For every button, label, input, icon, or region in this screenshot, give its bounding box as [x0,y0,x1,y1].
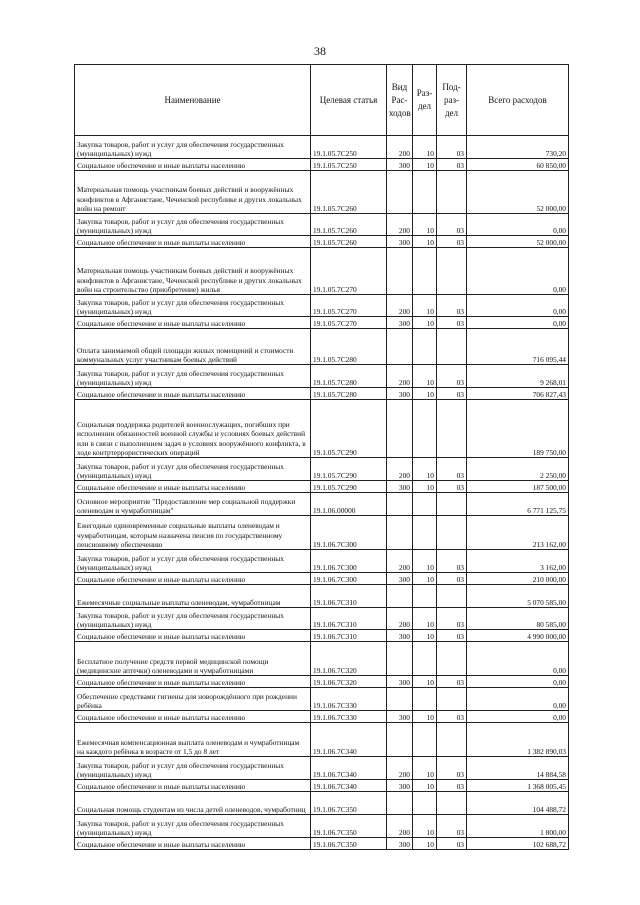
row-target-article: 19.1.06.7C350 [311,838,387,850]
row-total: 189 750,00 [467,400,569,458]
row-target-article: 19.1.06.7C310 [311,630,387,642]
row-total: 80 585,00 [467,608,569,630]
row-subsection [437,585,467,608]
row-name: Бесплатное получение средств первой медицинской помощи (медицинские аптечки) оленеводами и чумработницами [75,642,311,676]
table-row [75,214,569,236]
row-name: Социальное обеспечение и иные выплаты населению [75,481,311,493]
row-section: 10 [413,550,437,573]
row-name: Социальная поддержка родителей военнослужащих, погибших при исполнении обязанностей военной службы и условиях боевых действий или в связи с выполнением задач в условиях вооружённого конфликта, в ходе контртеррористических операций [75,400,311,458]
row-total: 210 000,00 [467,573,569,585]
row-name: Социальное обеспечение и иные выплаты населению [75,573,311,585]
row-section [413,792,437,815]
row-target-article: 19.1.06.7C320 [311,642,387,676]
row-name: Социальное обеспечение и иные выплаты населению [75,711,311,723]
row-name: Закупка товаров, работ и услуг для обеспечения государственных (муниципальных) нужд [75,815,311,838]
row-section: 10 [413,365,437,388]
row-section [413,400,437,458]
row-expense-type: 300 [387,838,413,850]
row-total: 3 162,00 [467,550,569,573]
row-section: 10 [413,711,437,723]
row-section: 10 [413,608,437,630]
table-row [75,236,569,248]
row-section [413,688,437,711]
table-row [75,248,569,295]
row-total: 706 827,43 [467,388,569,400]
row-total: 104 488,72 [467,792,569,815]
row-section: 10 [413,159,437,171]
table-row [75,329,569,365]
row-expense-type: 300 [387,388,413,400]
row-subsection: 03 [437,317,467,329]
row-total: 187 500,00 [467,481,569,493]
row-expense-type [387,688,413,711]
table-row [75,573,569,585]
table-row [75,642,569,676]
table-row [75,295,569,317]
row-subsection [437,723,467,757]
row-target-article: 19.1.06.7C310 [311,608,387,630]
table-row [75,757,569,780]
row-section [413,516,437,550]
row-target-article: 19.1.06.7C300 [311,550,387,573]
row-expense-type: 300 [387,711,413,723]
header-expense-type: Вид Рас- ходов [387,65,413,136]
row-target-article: 19.1.05.7C270 [311,295,387,317]
header-target-article: Целевая статья [311,65,387,136]
table-row [75,585,569,608]
row-expense-type [387,171,413,214]
table-row [75,608,569,630]
table-row [75,838,569,850]
row-target-article: 19.1.05.7C260 [311,214,387,236]
row-section: 10 [413,236,437,248]
row-section [413,642,437,676]
row-expense-type: 200 [387,458,413,481]
row-total: 1 368 005,45 [467,780,569,792]
table-row [75,688,569,711]
row-expense-type: 300 [387,573,413,585]
header-name: Наименование [75,65,311,136]
row-subsection: 03 [437,214,467,236]
row-subsection [437,642,467,676]
row-name: Закупка товаров, работ и услуг для обеспечения государственных (муниципальных) нужд [75,458,311,481]
row-target-article: 19.1.05.7C250 [311,136,387,159]
row-total: 0,00 [467,642,569,676]
row-subsection: 03 [437,815,467,838]
row-total: 5 070 585,00 [467,585,569,608]
row-section [413,723,437,757]
row-expense-type: 200 [387,608,413,630]
row-total: 0,00 [467,214,569,236]
row-section [413,248,437,295]
row-total: 9 268,01 [467,365,569,388]
row-section: 10 [413,780,437,792]
row-expense-type: 300 [387,481,413,493]
row-expense-type: 300 [387,780,413,792]
row-target-article: 19.1.06.7C350 [311,815,387,838]
row-subsection [437,688,467,711]
table-row [75,676,569,688]
table-row [75,388,569,400]
row-name: Социальное обеспечение и иные выплаты населению [75,838,311,850]
row-section [413,493,437,516]
row-expense-type: 300 [387,236,413,248]
row-total: 0,00 [467,295,569,317]
row-name: Закупка товаров, работ и услуг для обеспечения государственных (муниципальных) нужд [75,295,311,317]
row-subsection: 03 [437,711,467,723]
row-target-article: 19.1.06.7C340 [311,780,387,792]
row-section [413,585,437,608]
table-row [75,493,569,516]
row-subsection: 03 [437,159,467,171]
row-section: 10 [413,757,437,780]
page-number: 38 [314,44,326,58]
row-total: 6 771 125,75 [467,493,569,516]
row-subsection: 03 [437,630,467,642]
row-expense-type [387,248,413,295]
row-subsection: 03 [437,481,467,493]
row-target-article: 19.1.05.7C290 [311,458,387,481]
row-name: Социальное обеспечение и иные выплаты населению [75,159,311,171]
row-total: 14 884,58 [467,757,569,780]
row-expense-type: 300 [387,317,413,329]
row-target-article: 19.1.05.7C260 [311,171,387,214]
table-row [75,317,569,329]
row-total: 2 250,00 [467,458,569,481]
row-expense-type: 300 [387,676,413,688]
row-total: 730,20 [467,136,569,159]
row-target-article: 19.1.06.7C330 [311,711,387,723]
row-total: 0,00 [467,676,569,688]
row-total: 716 095,44 [467,329,569,365]
row-expense-type [387,723,413,757]
table-row [75,171,569,214]
row-target-article: 19.1.06.7C330 [311,688,387,711]
row-subsection [437,329,467,365]
row-section: 10 [413,573,437,585]
table-row [75,365,569,388]
row-expense-type [387,792,413,815]
row-name: Социальное обеспечение и иные выплаты населению [75,630,311,642]
row-subsection [437,516,467,550]
table-row [75,815,569,838]
row-target-article: 19.1.05.7C270 [311,248,387,295]
row-subsection: 03 [437,780,467,792]
table-row [75,550,569,573]
row-expense-type: 200 [387,295,413,317]
row-total: 0,00 [467,711,569,723]
table-row [75,723,569,757]
row-section: 10 [413,481,437,493]
row-name: Закупка товаров, работ и услуг для обеспечения государственных (муниципальных) нужд [75,608,311,630]
row-target-article: 19.1.06.7C300 [311,573,387,585]
row-expense-type: 200 [387,550,413,573]
row-expense-type: 200 [387,136,413,159]
row-name: Ежегодные единовременные социальные выплаты оленеводам и чумработницам, которым назначена пенсия по государственному пенсионному обеспечению [75,516,311,550]
row-subsection: 03 [437,676,467,688]
row-expense-type [387,493,413,516]
row-name: Закупка товаров, работ и услуг для обеспечения государственных (муниципальных) нужд [75,136,311,159]
row-name: Закупка товаров, работ и услуг для обеспечения государственных (муниципальных) нужд [75,214,311,236]
row-target-article: 19.1.06.7C320 [311,676,387,688]
row-subsection [437,171,467,214]
row-name: Социальная помощь студентам из числа детей оленеводов, чумработниц [75,792,311,815]
row-name: Закупка товаров, работ и услуг для обеспечения государственных (муниципальных) нужд [75,550,311,573]
row-section: 10 [413,388,437,400]
row-expense-type: 300 [387,630,413,642]
row-total: 0,00 [467,688,569,711]
row-target-article: 19.1.05.7C250 [311,159,387,171]
row-subsection: 03 [437,236,467,248]
header-subsection: Под- раз- дел [437,65,467,136]
table-row [75,159,569,171]
row-name: Социальное обеспечение и иные выплаты населению [75,676,311,688]
row-section [413,171,437,214]
row-expense-type: 300 [387,159,413,171]
row-subsection [437,248,467,295]
row-section: 10 [413,676,437,688]
row-subsection: 03 [437,838,467,850]
row-section: 10 [413,214,437,236]
row-total: 60 850,00 [467,159,569,171]
row-name: Социальное обеспечение и иные выплаты населению [75,388,311,400]
row-section: 10 [413,838,437,850]
table-row [75,481,569,493]
row-target-article: 19.1.05.7C270 [311,317,387,329]
row-name: Материальная помощь участникам боевых действий и вооружённых конфликтов в Афганистане, Чеченской республике и других локальных войн на ремонт [75,171,311,214]
row-subsection [437,493,467,516]
table-row [75,400,569,458]
row-expense-type: 200 [387,815,413,838]
row-expense-type [387,400,413,458]
row-expense-type [387,329,413,365]
row-name: Социальное обеспечение и иные выплаты населению [75,780,311,792]
header-section: Раз- дел [413,65,437,136]
row-total: 4 990 000,00 [467,630,569,642]
table-row [75,630,569,642]
row-subsection: 03 [437,550,467,573]
row-expense-type [387,642,413,676]
row-name: Закупка товаров, работ и услуг для обеспечения государственных (муниципальных) нужд [75,365,311,388]
table-row [75,458,569,481]
row-target-article: 19.1.05.7C280 [311,388,387,400]
table-row [75,780,569,792]
row-subsection: 03 [437,136,467,159]
row-section: 10 [413,630,437,642]
row-target-article: 19.1.05.7C290 [311,481,387,493]
table-body [75,136,569,850]
row-expense-type: 200 [387,757,413,780]
row-subsection: 03 [437,295,467,317]
row-subsection: 03 [437,388,467,400]
row-subsection: 03 [437,573,467,585]
row-total: 1 382 890,03 [467,723,569,757]
row-total: 1 800,00 [467,815,569,838]
row-target-article: 19.1.06.7C310 [311,585,387,608]
row-name: Закупка товаров, работ и услуг для обеспечения государственных (муниципальных) нужд [75,757,311,780]
row-name: Материальная помощь участникам боевых действий и вооружённых конфликтов в Афганистане, Чеченской республике и других локальных войн на строительство (приобретение) жилья [75,248,311,295]
row-section: 10 [413,295,437,317]
header-total-expenses: Всего расходов [467,65,569,136]
row-target-article: 19.1.05.7C280 [311,329,387,365]
row-subsection [437,400,467,458]
table-row [75,136,569,159]
row-subsection: 03 [437,365,467,388]
row-name: Обеспечение средствами гигиены для новорождённого при рождении ребёнка [75,688,311,711]
row-expense-type [387,516,413,550]
row-subsection: 03 [437,608,467,630]
row-total: 0,00 [467,317,569,329]
table-header [75,65,569,136]
table-row [75,711,569,723]
row-target-article: 19.1.06.7C350 [311,792,387,815]
row-section: 10 [413,136,437,159]
row-name: Социальное обеспечение и иные выплаты населению [75,317,311,329]
row-target-article: 19.1.05.7C280 [311,365,387,388]
row-name: Ежемесячная компенсационная выплата оленеводам и чумработницам на каждого ребёнка в возрасте от 1,5 до 8 лет [75,723,311,757]
row-section [413,329,437,365]
row-subsection: 03 [437,757,467,780]
row-total: 102 688,72 [467,838,569,850]
row-total: 52 000,00 [467,171,569,214]
row-subsection [437,792,467,815]
row-name: Оплата занимаемой общей площади жилых помещений и стоимости коммунальных услуг участникам боевых действий [75,329,311,365]
row-target-article: 19.1.06.7C340 [311,757,387,780]
row-name: Основное мероприятие "Предоставление мер социальной поддержки оленеводам и чумработницам" [75,493,311,516]
row-subsection: 03 [437,458,467,481]
row-expense-type: 200 [387,214,413,236]
row-target-article: 19.1.06.00000 [311,493,387,516]
row-target-article: 19.1.06.7C340 [311,723,387,757]
row-expense-type: 200 [387,365,413,388]
row-expense-type [387,585,413,608]
row-total: 0,00 [467,248,569,295]
table-row [75,516,569,550]
row-section: 10 [413,815,437,838]
row-total: 213 162,00 [467,516,569,550]
row-target-article: 19.1.06.7C300 [311,516,387,550]
row-section: 10 [413,458,437,481]
row-section: 10 [413,317,437,329]
row-name: Социальное обеспечение и иные выплаты населению [75,236,311,248]
row-target-article: 19.1.05.7C290 [311,400,387,458]
table-row [75,792,569,815]
row-target-article: 19.1.05.7C260 [311,236,387,248]
budget-table [74,64,569,850]
row-name: Ежемесячные социальные выплаты оленеводам, чумработницам [75,585,311,608]
row-total: 52 000,00 [467,236,569,248]
